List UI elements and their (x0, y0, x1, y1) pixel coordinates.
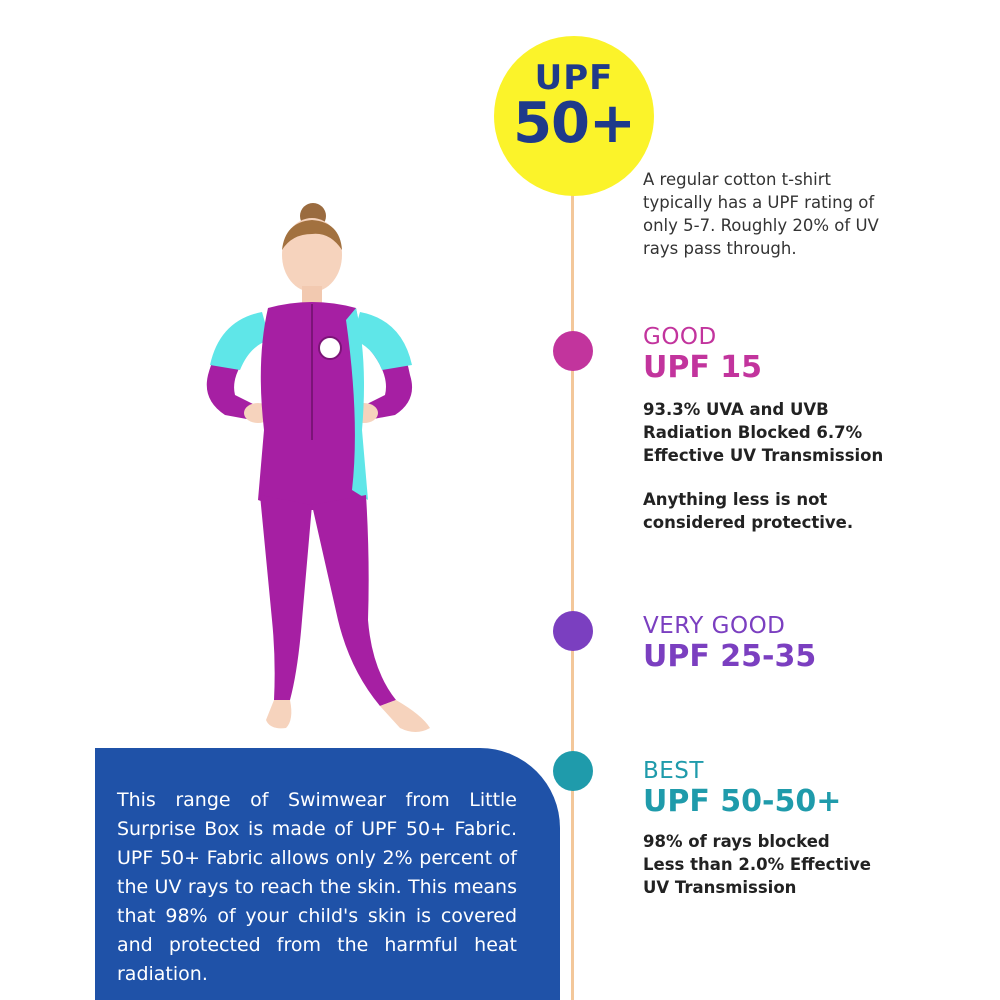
good-level-dot (553, 331, 593, 371)
best-level-description: 98% of rays blocked Less than 2.0% Effective UV Transmission (643, 832, 871, 897)
good-level-note: Anything less is not considered protective. (643, 490, 854, 532)
good-level-label: GOOD (643, 324, 717, 350)
info-box (95, 748, 560, 1000)
very-good-level-upf: UPF 25-35 (643, 639, 817, 674)
good-level-upf: UPF 15 (643, 350, 763, 385)
upf-badge (494, 36, 654, 196)
badge-rating-text: 50+ (513, 91, 635, 156)
very-good-level-label: VERY GOOD (643, 613, 786, 639)
info-box-text: This range of Swimwear from Little Surprise Box is made of UPF 50+ Fabric. UPF 50+ Fabric allows only 2% percent of the UV rays to reach the skin. This means that 98% of your child's skin is covered and protected from the harmful heat radiation. (117, 789, 517, 985)
very-good-level-dot (553, 611, 593, 651)
best-level-dot (553, 751, 593, 791)
good-level-description: 93.3% UVA and UVB Radiation Blocked 6.7% Effective UV Transmission (643, 400, 884, 465)
intro-text: A regular cotton t-shirt typically has a UPF rating of only 5-7. Roughly 20% of UV rays pass through. (643, 170, 879, 258)
best-level-upf: UPF 50-50+ (643, 784, 842, 819)
timeline-line (571, 150, 574, 1000)
best-level-label: BEST (643, 758, 704, 784)
child-swimsuit-image (190, 200, 430, 750)
badge-upf-text: UPF (534, 58, 614, 98)
